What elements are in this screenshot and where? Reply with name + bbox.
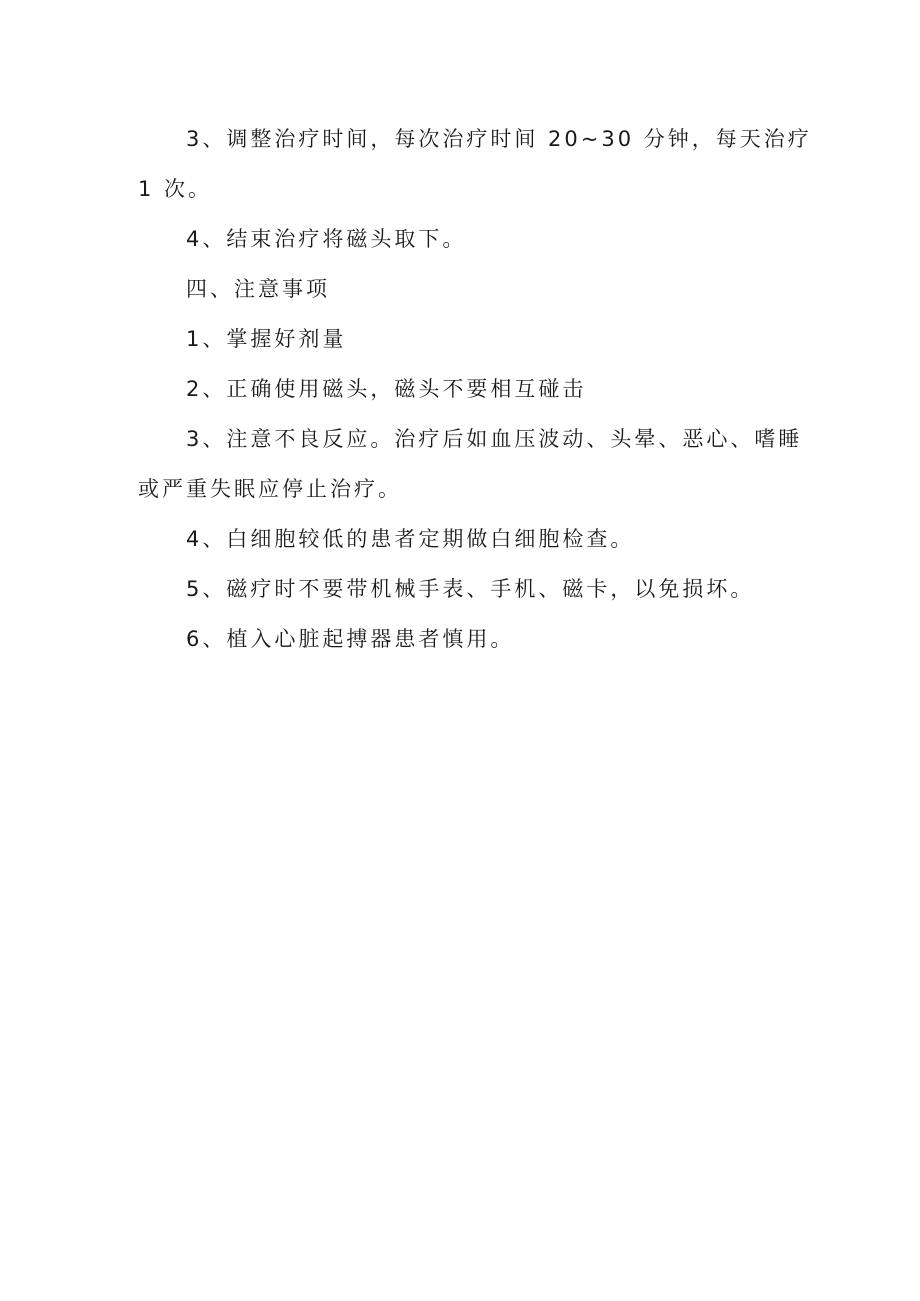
precaution-item-6: 6、植入心脏起搏器患者慎用。 bbox=[186, 627, 515, 651]
document-body bbox=[138, 114, 812, 664]
paragraph-step-4: 4、结束治疗将磁头取下。 bbox=[186, 227, 467, 251]
precaution-item-3-line-1: 3、注意不良反应。治疗后如血压波动、头晕、恶心、嗜睡 bbox=[186, 427, 803, 451]
paragraph-step-3-line-2: 1 次。 bbox=[138, 177, 213, 201]
precaution-item-1: 1、掌握好剂量 bbox=[186, 327, 347, 351]
precaution-item-5: 5、磁疗时不要带机械手表、手机、磁卡，以免损坏。 bbox=[186, 577, 755, 601]
section-heading-precautions: 四、注意事项 bbox=[186, 277, 330, 301]
precaution-item-3-line-2: 或严重失眠应停止治疗。 bbox=[138, 477, 402, 501]
precaution-item-2: 2、正确使用磁头，磁头不要相互碰击 bbox=[186, 377, 587, 401]
paragraph-step-3-line-1: 3、调整治疗时间，每次治疗时间 20~30 分钟，每天治疗 bbox=[186, 127, 812, 151]
precaution-item-4: 4、白细胞较低的患者定期做白细胞检查。 bbox=[186, 527, 635, 551]
